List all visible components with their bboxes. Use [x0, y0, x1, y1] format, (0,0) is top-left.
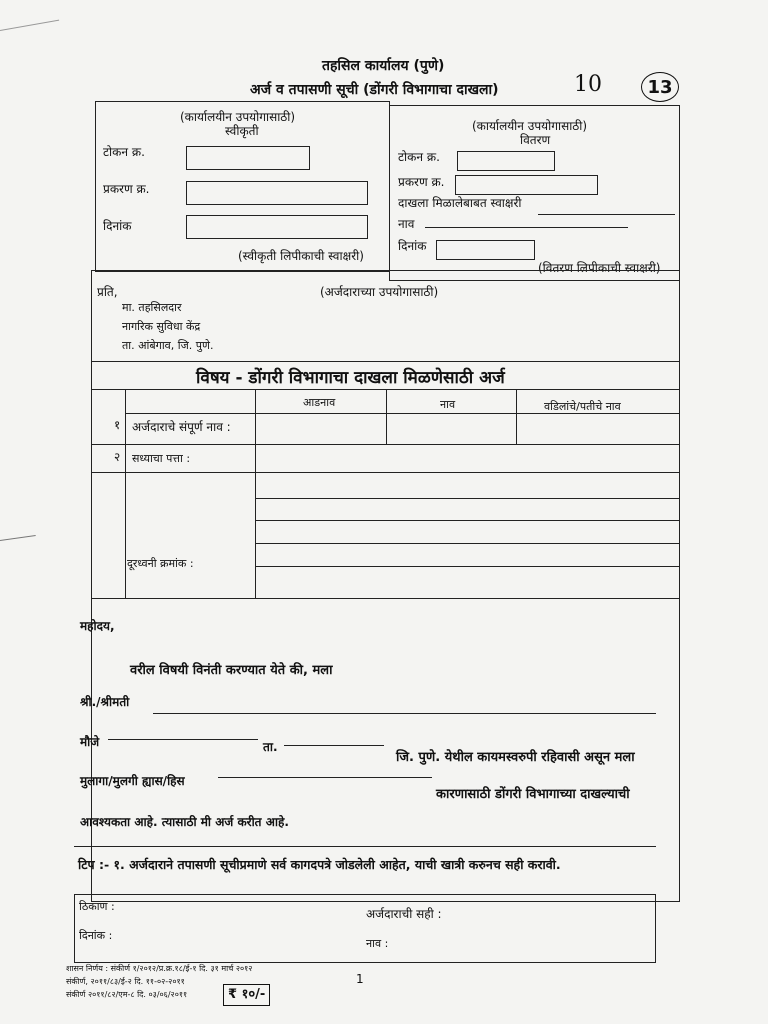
- to-label: प्रति,: [97, 285, 118, 299]
- applicant-sign-label: अर्जदाराची सही :: [366, 907, 442, 921]
- receipt-token-label: टोकन क्र.: [103, 145, 145, 159]
- delivery-heading: वितरण: [520, 133, 551, 147]
- table-bottom-rule: [91, 598, 680, 599]
- fee-stamp: [223, 984, 270, 1006]
- delivery-date-field[interactable]: [436, 240, 535, 260]
- row1-number: १: [114, 418, 121, 432]
- delivery-name-label: नाव: [398, 217, 415, 231]
- delivery-signature-note: (वितरण लिपीकाची स्वाक्षरी): [538, 261, 661, 275]
- gr-line-2: संकीर्ण, २०११/८३/ई-२ दि. ११-०२-२०११: [66, 977, 185, 986]
- subject-top-rule: [91, 361, 680, 362]
- subject-text: विषय - डोंगरी विभागाचा दाखला मिळणेसाठी अर्ज: [196, 368, 505, 388]
- scan-mark-top: [0, 20, 59, 31]
- page-footer-number: 1: [356, 972, 364, 986]
- place-label: ठिकाण :: [79, 900, 115, 913]
- salutation: महोदय,: [80, 619, 115, 633]
- gr-line-3: संकीर्ण २०११/८२/एम-८ दि. ०३/०६/२०११: [66, 990, 188, 999]
- applicant-name-line[interactable]: [153, 713, 656, 714]
- delivery-case-field[interactable]: [455, 175, 598, 195]
- address-line-4[interactable]: [255, 566, 680, 567]
- name-col-rule: [516, 389, 517, 444]
- receipt-date-field[interactable]: [186, 215, 368, 239]
- child-name-line[interactable]: [218, 777, 432, 778]
- footer-box: [74, 894, 656, 963]
- applicant-use-label: (अर्जदाराच्या उपयोगासाठी): [320, 285, 439, 299]
- office-title: तहसिल कार्यालय (पुणे): [322, 58, 445, 74]
- mauje-label: मौजे: [80, 735, 100, 749]
- page-number: 10: [574, 72, 602, 97]
- circled-number: [641, 72, 679, 102]
- row2-number: २: [114, 450, 121, 464]
- need-text: आवश्यकता आहे. त्यासाठी मी अर्ज करीत आहे.: [80, 815, 289, 829]
- addressee-line-1: मा. तहसिलदार: [122, 301, 182, 314]
- shri-label: श्री./श्रीमती: [80, 695, 130, 709]
- district-text: जि. पुणे. येथील कायमस्वरुपी रहिवासी असून मला: [396, 750, 635, 765]
- row2-label: सध्याचा पत्ता :: [132, 452, 191, 465]
- receipt-case-label: प्रकरण क्र.: [103, 182, 150, 196]
- applicant-name-label: नाव :: [366, 937, 389, 950]
- taluka-label: ता.: [263, 740, 278, 754]
- receipt-date-label: दिनांक: [103, 219, 132, 233]
- taluka-line[interactable]: [284, 745, 384, 746]
- child-label: मुलागा/मुलगी ह्यास/हिस: [80, 774, 185, 788]
- delivery-sign-line[interactable]: [538, 214, 675, 215]
- scan-mark: [0, 535, 36, 541]
- receipt-signature-note: (स्वीकृती लिपीकाची स्वाक्षरी): [238, 249, 364, 263]
- fee-text: ₹ १०/-: [228, 987, 266, 1002]
- col-name: नाव: [440, 398, 456, 411]
- village-line[interactable]: [108, 739, 258, 740]
- delivery-name-line[interactable]: [425, 227, 628, 228]
- surname-col-rule: [386, 389, 387, 444]
- delivery-received-sign-label: दाखला मिळालेबाबत स्वाक्षरी: [398, 196, 522, 210]
- delivery-case-label: प्रकरण क्र.: [398, 175, 445, 189]
- father-name-input[interactable]: [519, 416, 678, 443]
- addressee-line-3: ता. आंबेगाव, जि. पुणे.: [122, 339, 214, 352]
- phone-label: दूरध्वनी क्रमांक :: [127, 557, 194, 570]
- reason-text: कारणासाठी डोंगरी विभागाच्या दाखल्याची: [436, 787, 630, 802]
- col-surname: आडनाव: [303, 396, 336, 409]
- applicant-form-box: [91, 270, 680, 902]
- receipt-office-use: (कार्यालयीन उपयोगासाठी): [180, 110, 296, 124]
- delivery-office-use: (कार्यालयीन उपयोगासाठी): [472, 119, 588, 133]
- row1-rule: [91, 444, 680, 445]
- delivery-token-label: टोकन क्र.: [398, 150, 440, 164]
- note-top-rule: [74, 846, 656, 847]
- number-col-rule: [125, 389, 126, 598]
- name-input[interactable]: [389, 416, 514, 443]
- col-father: वडिलांचे/पतीचे नाव: [544, 400, 621, 413]
- address-line-2[interactable]: [255, 520, 680, 521]
- surname-input[interactable]: [258, 416, 384, 443]
- delivery-token-field[interactable]: [457, 151, 555, 171]
- address-line-1[interactable]: [255, 498, 680, 499]
- row2-rule: [91, 472, 680, 473]
- receipt-token-field[interactable]: [186, 146, 310, 170]
- row1-label: अर्जदाराचे संपूर्ण नाव :: [132, 420, 231, 434]
- note-text: टिप :- १. अर्जदाराने तपासणी सूचीप्रमाणे सर्व कागदपत्रे जोडलेली आहेत, याची खात्री करुनच सही करावी.: [78, 857, 561, 872]
- circled-number-text: 13: [647, 76, 673, 98]
- footer-date-label: दिनांक :: [79, 929, 113, 942]
- receipt-heading: स्वीकृती: [225, 124, 259, 138]
- receipt-case-field[interactable]: [186, 181, 368, 205]
- letter-intro: वरील विषयी विनंती करण्यात येते की, मला: [130, 663, 333, 678]
- addressee-line-2: नागरिक सुविधा केंद्र: [122, 320, 201, 333]
- gr-line-1: शासन निर्णय : संकीर्ण १/२०१२/प्र.क्र.१८/ई-१ दि. ३१ मार्च २०१२: [66, 964, 253, 973]
- delivery-date-label: दिनांक: [398, 239, 427, 253]
- address-line-3[interactable]: [255, 543, 680, 544]
- form-title: अर्ज व तपासणी सूची (डोंगरी विभागाचा दाखला): [250, 82, 499, 98]
- label-col-rule: [255, 389, 256, 598]
